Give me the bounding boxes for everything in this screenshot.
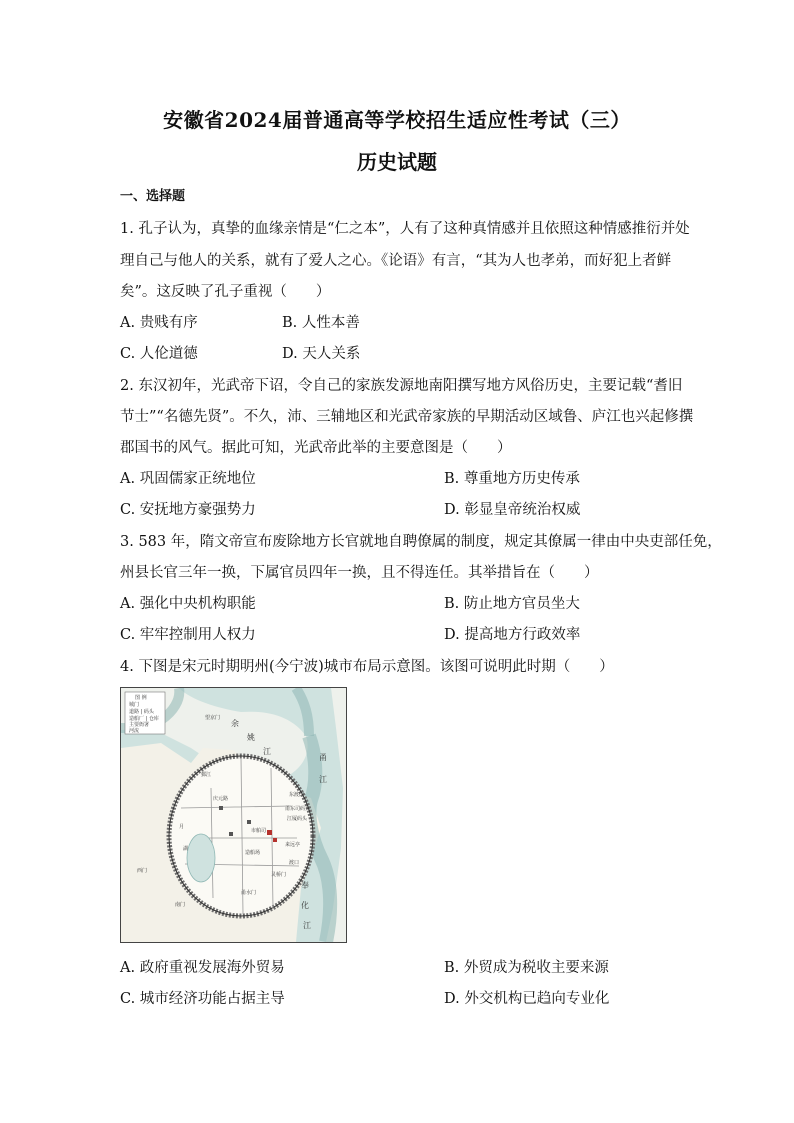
place-yongdong: 甬东司码头 bbox=[285, 806, 311, 812]
q4-option-c[interactable]: C. 城市经济功能占据主导 bbox=[120, 991, 285, 1007]
q4-option-d[interactable]: D. 外交机构已趋向专业化 bbox=[444, 991, 610, 1007]
river-char-8: 江 bbox=[303, 921, 311, 930]
q1-option-b[interactable]: B. 人性本善 bbox=[282, 315, 360, 331]
q3-option-b[interactable]: B. 防止地方官员坐大 bbox=[444, 596, 580, 612]
q2-line-3: 郡国书的风气。据此可知，光武帝此举的主要意图是（ ） bbox=[120, 440, 512, 456]
q4-line-1: 4. 下图是宋元时期明州(今宁波)城市布局示意图。该图可说明此时期（ ） bbox=[120, 659, 614, 675]
q3-line-1: 3. 583 年，隋文帝宣布废除地方长官就地自聘僚属的制度，规定其僚属一律由中央吏部任免， bbox=[120, 534, 722, 550]
river-char-5: 江 bbox=[319, 775, 327, 784]
river-char-1: 余 bbox=[231, 719, 239, 728]
q4-option-b[interactable]: B. 外贸成为税收主要来源 bbox=[444, 960, 609, 976]
place-nanmen: 南门 bbox=[175, 902, 186, 908]
q2-line-2: 节士”“名德先贤”。不久，沛、三辅地区和光武帝家族的早期活动区域鲁、庐江也兴起修撰 bbox=[120, 409, 694, 425]
q2-option-c[interactable]: C. 安抚地方豪强势力 bbox=[120, 502, 256, 518]
place-wangjingmen: 望京门 bbox=[205, 715, 221, 721]
place-hu: 湖 bbox=[183, 846, 189, 852]
q3-option-c[interactable]: C. 牢牢控制用人权力 bbox=[120, 627, 256, 643]
place-yinjiang: 鄞江 bbox=[201, 772, 212, 778]
place-ximen: 西门 bbox=[137, 868, 148, 874]
place-lingqiaomen: 灵桥门 bbox=[271, 872, 287, 878]
map-legend-gate: 城门 bbox=[129, 702, 140, 708]
exam-subtitle: 历史试题 bbox=[357, 150, 437, 174]
river-char-7: 化 bbox=[301, 901, 309, 910]
q2-option-a[interactable]: A. 巩固儒家正统地位 bbox=[120, 471, 256, 487]
q1-line-3: 矣”。这反映了孔子重视（ ） bbox=[120, 284, 331, 300]
place-shibosi: 市舶司 bbox=[251, 828, 267, 834]
q3-option-d[interactable]: D. 提高地方行政效率 bbox=[444, 627, 581, 643]
q1-line-2: 理自己与他人的关系，就有了爱人之心。《论语》有言，“其为人也孝弟，而好犯上者鲜 bbox=[120, 253, 672, 269]
q2-option-b[interactable]: B. 尊重地方历史传承 bbox=[444, 471, 580, 487]
q1-option-c[interactable]: C. 人伦道德 bbox=[120, 346, 198, 362]
place-jiangsha: 江厦码头 bbox=[287, 816, 308, 822]
map-legend-title: 图 例 bbox=[135, 695, 147, 701]
river-char-4: 甬 bbox=[319, 753, 327, 762]
place-zaochuangchang: 造船场 bbox=[245, 850, 261, 856]
q1-line-1: 1. 孔子认为，真挚的血缘亲情是“仁之本”，人有了这种真情感并且依照这种情感推衍并处 bbox=[120, 221, 690, 237]
place-laiyuanting: 来远亭 bbox=[285, 842, 301, 848]
place-dukou: 渡口 bbox=[289, 860, 300, 866]
place-qingyuanlu: 庆元路 bbox=[213, 796, 229, 802]
place-yongshuimen: 甬水门 bbox=[241, 890, 257, 896]
mingzhou-city-map bbox=[120, 687, 347, 943]
q4-option-a[interactable]: A. 政府重视发展海外贸易 bbox=[120, 960, 285, 976]
map-legend-office: 主要衙署 bbox=[129, 722, 150, 728]
exam-title: 安徽省2024届普通高等学校招生适应性考试（三） bbox=[163, 108, 631, 132]
map-legend-road: 道路 | 码头 bbox=[129, 709, 154, 715]
q2-line-1: 2. 东汉初年，光武帝下诏，令自己的家族发源地南阳撰写地方风俗历史，主要记载“耆旧 bbox=[120, 378, 683, 394]
river-char-6: 奉 bbox=[301, 881, 309, 890]
q3-line-2: 州县长官三年一换，下属官员四年一换，且不得连任。其举措旨在（ ） bbox=[120, 565, 599, 581]
map-legend-river: 河流 bbox=[129, 728, 140, 734]
river-char-2: 姚 bbox=[247, 733, 255, 742]
q3-option-a[interactable]: A. 强化中央机构职能 bbox=[120, 596, 256, 612]
place-dongdumen: 东渡门 bbox=[289, 792, 305, 798]
river-char-3: 江 bbox=[263, 747, 271, 756]
place-yue: 月 bbox=[179, 824, 185, 830]
q2-option-d[interactable]: D. 彰显皇帝统治权威 bbox=[444, 502, 581, 518]
q1-option-d[interactable]: D. 天人关系 bbox=[282, 346, 361, 362]
section-heading: 一、选择题 bbox=[120, 189, 186, 204]
q1-option-a[interactable]: A. 贵贱有序 bbox=[120, 315, 198, 331]
map-legend-shipyard: 造船厂 | 仓库 bbox=[129, 716, 159, 722]
